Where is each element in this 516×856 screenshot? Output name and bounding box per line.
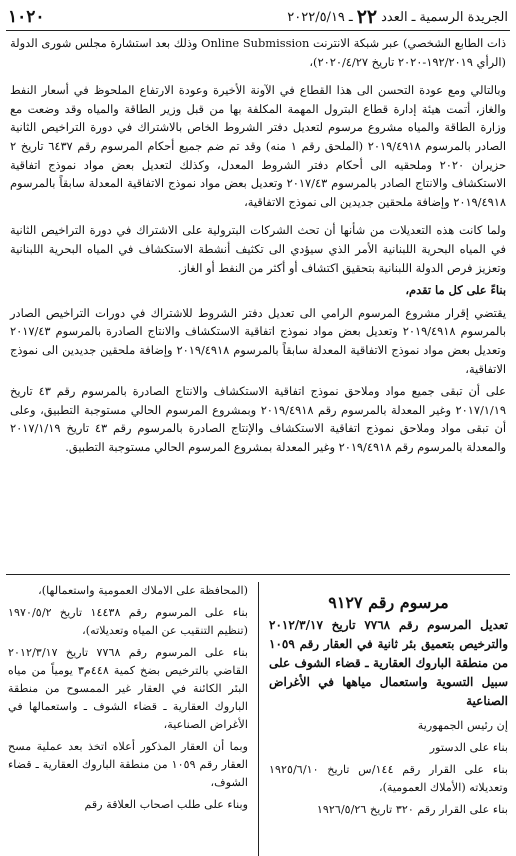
decree-column-right [258,582,508,856]
section-heading: بناءً على كل ما تقدم، [405,283,506,298]
gazette-name: الجريدة الرسمية [419,9,508,25]
main-text [10,34,506,460]
issue-date: ٢٠٢٢/٥/١٩ [287,9,345,25]
section-rule [6,574,510,575]
page-number: ١٠٢٠ [8,7,45,27]
paragraph: ذات الطابع الشخصي) عبر شبكة الانترنت Online Submission وذلك بعد استشارة مجلس شورى الدولة (الرأي ١٩٢/٢٠١٩-٢٠٢٠ تاريخ ٢٠٢٠/٤/٢٧)، [10,36,507,69]
paragraph: يقتضي إقرار مشروع المرسوم الرامي الى تعديل دفتر الشروط للاشتراك في دورات التراخيص الصادر بالمرسوم ٢٠١٩/٤٩١٨ وتعديل بعض مواد نموذج اتفاقية الاستكشاف والانتاج الصادرة بالمرسوم ٢٠١٧/٤٣ وتعديل بعض مواد نموذج الاتفاقية المعدلة سابقاً بالمرسوم ٢٠١٩/٤٩١٨ وإضافة ملحقين جديدين الى نموذج الاتفاقية، [10,305,506,376]
decree-columns [8,582,508,856]
decree-column-left [8,582,258,856]
masthead-separator: ـ [348,9,353,25]
decree-title: تعديل المرسوم رقم ٧٧٦٨ تاريخ ٢٠١٢/٣/١٧ والترخيص بتعميق بئر ثانية في العقار رقم ١٠٥٩ من منطقة الباروك العقارية ـ قضاء الشوف على سبيل التسوية واستعمال مياهها في الأغراض الصناعية [269,618,509,708]
page-header [8,6,508,28]
masthead-separator: ـ [411,9,416,25]
decree-line: وبناء على طلب اصحاب العلاقة رقم [84,798,248,811]
decree-line: وبما أن العقار المذكور أعلاه اتخذ بعد عملية مسح العقار رقم ١٠٥٩ من منطقة الباروك العقارية ـ قضاء الشوف، [8,740,248,789]
decree-line: بناء على المرسوم رقم ١٤٤٣٨ تاريخ ١٩٧٠/٥/٢ (تنظيم التنقيب عن المياه وتعديلاته)، [8,606,248,637]
decree-line: بناء على المرسوم رقم ٧٧٦٨ تاريخ ٢٠١٢/٣/١٧ القاضي بالترخيص بضخ كمية ٤٤٨م٣ يومياً من مياه البئر الكائنة في العقار غير الممسوح من منطقة الباروك العقارية ـ قضاء الشوف ـ واستعمالها في الأغراض الصناعية، [8,646,248,731]
decree-line: بناء على الدستور [429,741,508,754]
decree-number: مرسوم رقم ٩١٢٧ [328,593,449,612]
paragraph: ولما كانت هذه التعديلات من شأنها أن تحث الشركات البترولية على الاشتراك في دورة التراخيص الثانية في المياه البحرية اللبنانية الأمر الذي سيؤدي الى تكثيف أنشطة الاستكشاف في المياه البحرية اللبنانية وتعزيز فرص الدولة اللبنانية بتحقيق اكتشاف أو أكثر من النفط أو الغاز. [10,223,506,275]
masthead [287,6,508,28]
decree-line: بناء على القرار رقم ٣٢٠ تاريخ ١٩٢٦/٥/٢٦ [316,803,508,816]
decree-line: بناء على القرار رقم ١٤٤/س تاريخ ١٩٢٥/٦/١٠ وتعديلاته (الأملاك العمومية)، [269,763,508,794]
issue-label: العدد [381,9,408,25]
issue-number: ٢٢ [356,6,378,28]
header-rule [6,30,510,31]
decree-line: (المحافظة على الاملاك العمومية واستعمالها)، [38,584,248,597]
decree-line: إن رئيس الجمهورية [417,719,508,732]
paragraph: وبالتالي ومع عودة التحسن الى هذا القطاع في الآونة الأخيرة وعودة الارتفاع الملحوظ في أسعار النفط والغاز، أتمت هيئة إدارة قطاع البترول المهمة المكلفة بها من قبل وزير الطاقة والمياه وقد وضعت مع وزارة الطاقة والمياه مشروع مرسوم لتعديل دفتر الشروط الخاص بالاشتراك في دورة التراخيص الثانية الصادر بالمرسوم ٢٠١٩/٤٩١٨ (الملحق رقم ١ منه) وقد تم ضم جميع أحكام المرسوم رقم ٦٤٣٧ تاريخ ٢ حزيران ٢٠٢٠ وملحقيه الى أحكام دفتر الشروط المعدل، وكذلك لتعديل بعض مواد نموذج اتفاقية الاستكشاف والانتاج الصادر بالمرسوم ٢٠١٧/٤٣ وتعديل بعض مواد نموذج الاتفاقية المعدلة سابقاً بالمرسوم ٢٠١٩/٤٩١٨ وإضافة ملحقين جديدين الى نموذج الاتفاقية، [10,83,507,209]
paragraph: على أن تبقى جميع مواد وملاحق نموذج اتفاقية الاستكشاف والانتاج الصادرة بالمرسوم رقم ٤٣ تاريخ ٢٠١٧/١/١٩ وغير المعدلة بالمرسوم رقم ٢٠١٩/٤٩١٨ وبمشروع المرسوم الحالي مستوجبة التطبيق، وعلى أن تبقى مواد وملاحق نموذج اتفاقية الاستكشاف والإنتاج الصادرة بالمرسوم رقم ٤٣ تاريخ ٢٠١٧/١/١٩ والمعدلة بالمرسوم رقم ٢٠١٩/٤٩١٨ وغير المعدلة بمشروع المرسوم الحالي مستوجبة التطبيق. [10,384,506,454]
